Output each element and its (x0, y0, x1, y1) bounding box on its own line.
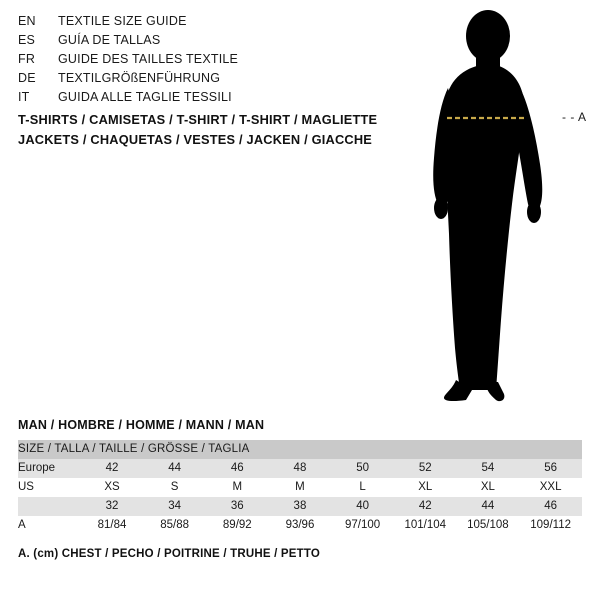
language-text: TEXTILE SIZE GUIDE (58, 14, 187, 28)
table-row (18, 459, 582, 478)
table-cell: S (143, 478, 206, 497)
table-row (18, 497, 582, 516)
language-code: IT (18, 90, 30, 104)
table-cell: 48 (269, 459, 332, 478)
table-cell: 46 (519, 497, 582, 516)
table-header-row (18, 440, 582, 459)
language-row (18, 90, 398, 109)
language-row (18, 14, 398, 33)
language-text: GUIDA ALLE TAGLIE TESSILI (58, 90, 232, 104)
table-cell: XL (394, 478, 457, 497)
table-cell: 85/88 (143, 516, 206, 535)
table-cell: 32 (81, 497, 144, 516)
language-code: DE (18, 71, 36, 85)
table-cell: 97/100 (331, 516, 394, 535)
table-cell: 50 (331, 459, 394, 478)
row-label (18, 497, 81, 516)
table-cell: XXL (519, 478, 582, 497)
table-cell: 93/96 (269, 516, 332, 535)
language-code: EN (18, 14, 36, 28)
table-cell: 105/108 (457, 516, 520, 535)
language-text: TEXTILGRÖßENFÜHRUNG (58, 71, 221, 85)
table-cell: 44 (457, 497, 520, 516)
table-cell: 101/104 (394, 516, 457, 535)
category-headings (18, 110, 418, 150)
table-cell: 109/112 (519, 516, 582, 535)
table-cell: 36 (206, 497, 269, 516)
table-cell: 56 (519, 459, 582, 478)
table-cell: 89/92 (206, 516, 269, 535)
silhouette-icon (400, 8, 590, 408)
table-cell: XS (81, 478, 144, 497)
category-line-tshirts: T-SHIRTS / CAMISETAS / T-SHIRT / T-SHIRT / MAGLIETTE (18, 112, 378, 127)
table-cell: 38 (269, 497, 332, 516)
table-cell: M (206, 478, 269, 497)
table-cell: 81/84 (81, 516, 144, 535)
table-cell: 42 (81, 459, 144, 478)
language-code: ES (18, 33, 36, 47)
table-cell: 34 (143, 497, 206, 516)
table-row (18, 478, 582, 497)
language-row (18, 71, 398, 90)
table-group-heading: MAN / HOMBRE / HOMME / MANN / MAN (18, 418, 265, 432)
row-label: US (18, 478, 81, 497)
male-silhouette-figure (400, 8, 590, 408)
table-cell: XL (457, 478, 520, 497)
language-list (18, 14, 398, 109)
language-row (18, 33, 398, 52)
chest-footnote: A. (cm) CHEST / PECHO / POITRINE / TRUHE / PETTO (18, 548, 321, 560)
table-cell: L (331, 478, 394, 497)
language-row (18, 52, 398, 71)
table-cell: M (269, 478, 332, 497)
table-cell: 40 (331, 497, 394, 516)
table-cell: 42 (394, 497, 457, 516)
table-cell: 46 (206, 459, 269, 478)
size-table (18, 440, 582, 535)
table-cell: 44 (143, 459, 206, 478)
category-line-jackets: JACKETS / CHAQUETAS / VESTES / JACKEN / GIACCHE (18, 132, 373, 147)
table-row (18, 516, 582, 535)
language-text: GUIDE DES TAILLES TEXTILE (58, 52, 239, 66)
row-label: A (18, 516, 81, 535)
table-header-label: SIZE / TALLA / TAILLE / GRÖSSE / TAGLIA (18, 440, 582, 459)
chest-callout-label: - - A (562, 110, 587, 124)
row-label: Europe (18, 459, 81, 478)
language-text: GUÍA DE TALLAS (58, 33, 161, 47)
size-table-wrap (18, 440, 582, 535)
table-cell: 54 (457, 459, 520, 478)
language-code: FR (18, 52, 36, 66)
table-cell: 52 (394, 459, 457, 478)
